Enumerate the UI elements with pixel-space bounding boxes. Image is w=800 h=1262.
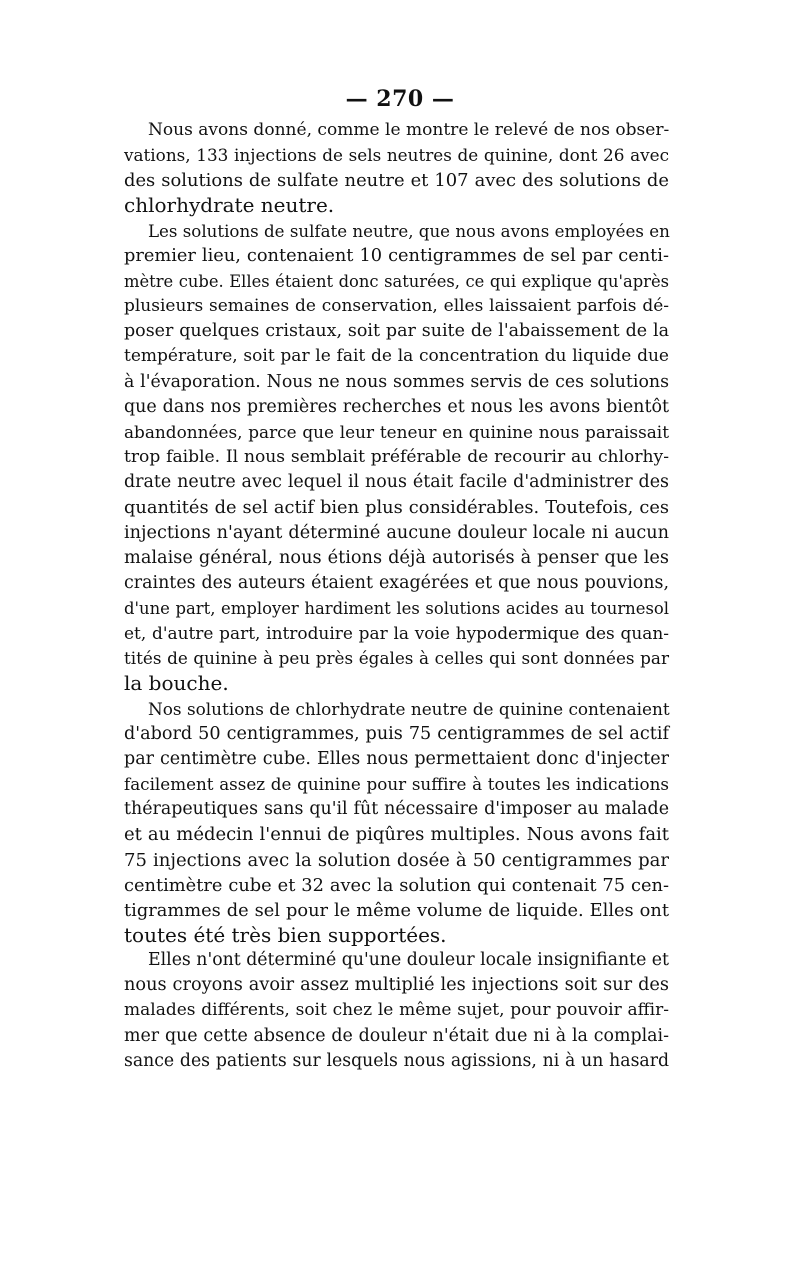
text-line: Nos solutions de chlorhydrate neutre de quinine contenaient bbox=[148, 698, 670, 719]
text-line: quantités de sel actif bien plus considérables. Toutefois, ces bbox=[124, 497, 669, 519]
text-line: nous croyons avoir assez multiplié les injections soit sur des bbox=[124, 975, 669, 996]
text-line: malaise général, nous étions déjà autorisés à penser que les bbox=[124, 547, 669, 568]
text-line: mer que cette absence de douleur n'était due ni à la complai- bbox=[124, 1025, 669, 1046]
text-line: mètre cube. Elles étaient donc saturées, ce qui explique qu'après bbox=[124, 271, 669, 291]
text-line: par centimètre cube. Elles nous permettaient donc d'injecter bbox=[124, 748, 669, 769]
text-line: facilement assez de quinine pour suffire à toutes les indications bbox=[124, 774, 669, 795]
text-line: craintes des auteurs étaient exagérées et que nous pouvions, bbox=[124, 572, 669, 593]
text-line: premier lieu, contenaient 10 centigrammes de sel par centi- bbox=[124, 245, 669, 266]
text-line: malades différents, soit chez le même sujet, pour pouvoir affir- bbox=[124, 1000, 669, 1021]
text-line: à l'évaporation. Nous ne nous sommes servis de ces solutions bbox=[124, 371, 669, 392]
text-line: tigrammes de sel pour le même volume de liquide. Elles ont bbox=[124, 899, 669, 921]
page-number: — 270 — bbox=[345, 86, 455, 112]
text-line: centimètre cube et 32 avec la solution qui contenait 75 cen- bbox=[124, 874, 669, 896]
text-line: Nous avons donné, comme le montre le relevé de nos obser- bbox=[148, 120, 670, 140]
text-line: toutes été très bien supportées. bbox=[124, 923, 447, 947]
text-line: Elles n'ont déterminé qu'une douleur locale insignifiante et bbox=[148, 950, 669, 971]
text-line: 75 injections avec la solution dosée à 50 centigrammes par bbox=[124, 849, 669, 871]
text-line: d'une part, employer hardiment les solutions acides au tournesol bbox=[124, 598, 669, 618]
text-line: poser quelques cristaux, soit par suite de l'abaissement de la bbox=[124, 321, 669, 342]
text-line: abandonnées, parce que leur teneur en quinine nous paraissait bbox=[124, 421, 669, 442]
text-line: température, soit par le fait de la concentration du liquide due bbox=[124, 346, 669, 367]
text-line: sance des patients sur lesquels nous agissions, ni à un hasard bbox=[124, 1050, 669, 1071]
text-line: tités de quinine à peu près égales à celles qui sont données par bbox=[124, 648, 669, 669]
paragraph-3 bbox=[124, 697, 669, 949]
text-line: des solutions de sulfate neutre et 107 avec des solutions de bbox=[124, 170, 669, 192]
paragraph-1 bbox=[124, 118, 669, 219]
text-line: injections n'ayant déterminé aucune douleur locale ni aucun bbox=[124, 522, 669, 543]
text-line: trop faible. Il nous semblait préférable de recourir au chlorhy- bbox=[124, 447, 669, 468]
text-line: d'abord 50 centigrammes, puis 75 centigrammes de sel actif bbox=[124, 723, 669, 744]
text-line: la bouche. bbox=[124, 671, 229, 696]
paragraph-4 bbox=[124, 948, 669, 1074]
text-line: thérapeutiques sans qu'il fût nécessaire d'imposer au malade bbox=[124, 799, 669, 820]
text-line: plusieurs semaines de conservation, elles laissaient parfois dé- bbox=[124, 296, 669, 317]
paragraph-2 bbox=[124, 219, 669, 697]
text-line: Les solutions de sulfate neutre, que nous avons employées en bbox=[148, 221, 670, 241]
body-text bbox=[124, 118, 669, 1074]
text-line: chlorhydrate neutre. bbox=[124, 193, 335, 218]
text-line: vations, 133 injections de sels neutres de quinine, dont 26 avec bbox=[124, 145, 669, 166]
text-line: et au médecin l'ennui de piqûres multiples. Nous avons fait bbox=[124, 824, 669, 846]
text-line: et, d'autre part, introduire par la voie hypodermique des quan- bbox=[124, 623, 669, 644]
text-line: que dans nos premières recherches et nous les avons bientôt bbox=[124, 396, 669, 417]
text-line: drate neutre avec lequel il nous était facile d'administrer des bbox=[124, 472, 669, 493]
